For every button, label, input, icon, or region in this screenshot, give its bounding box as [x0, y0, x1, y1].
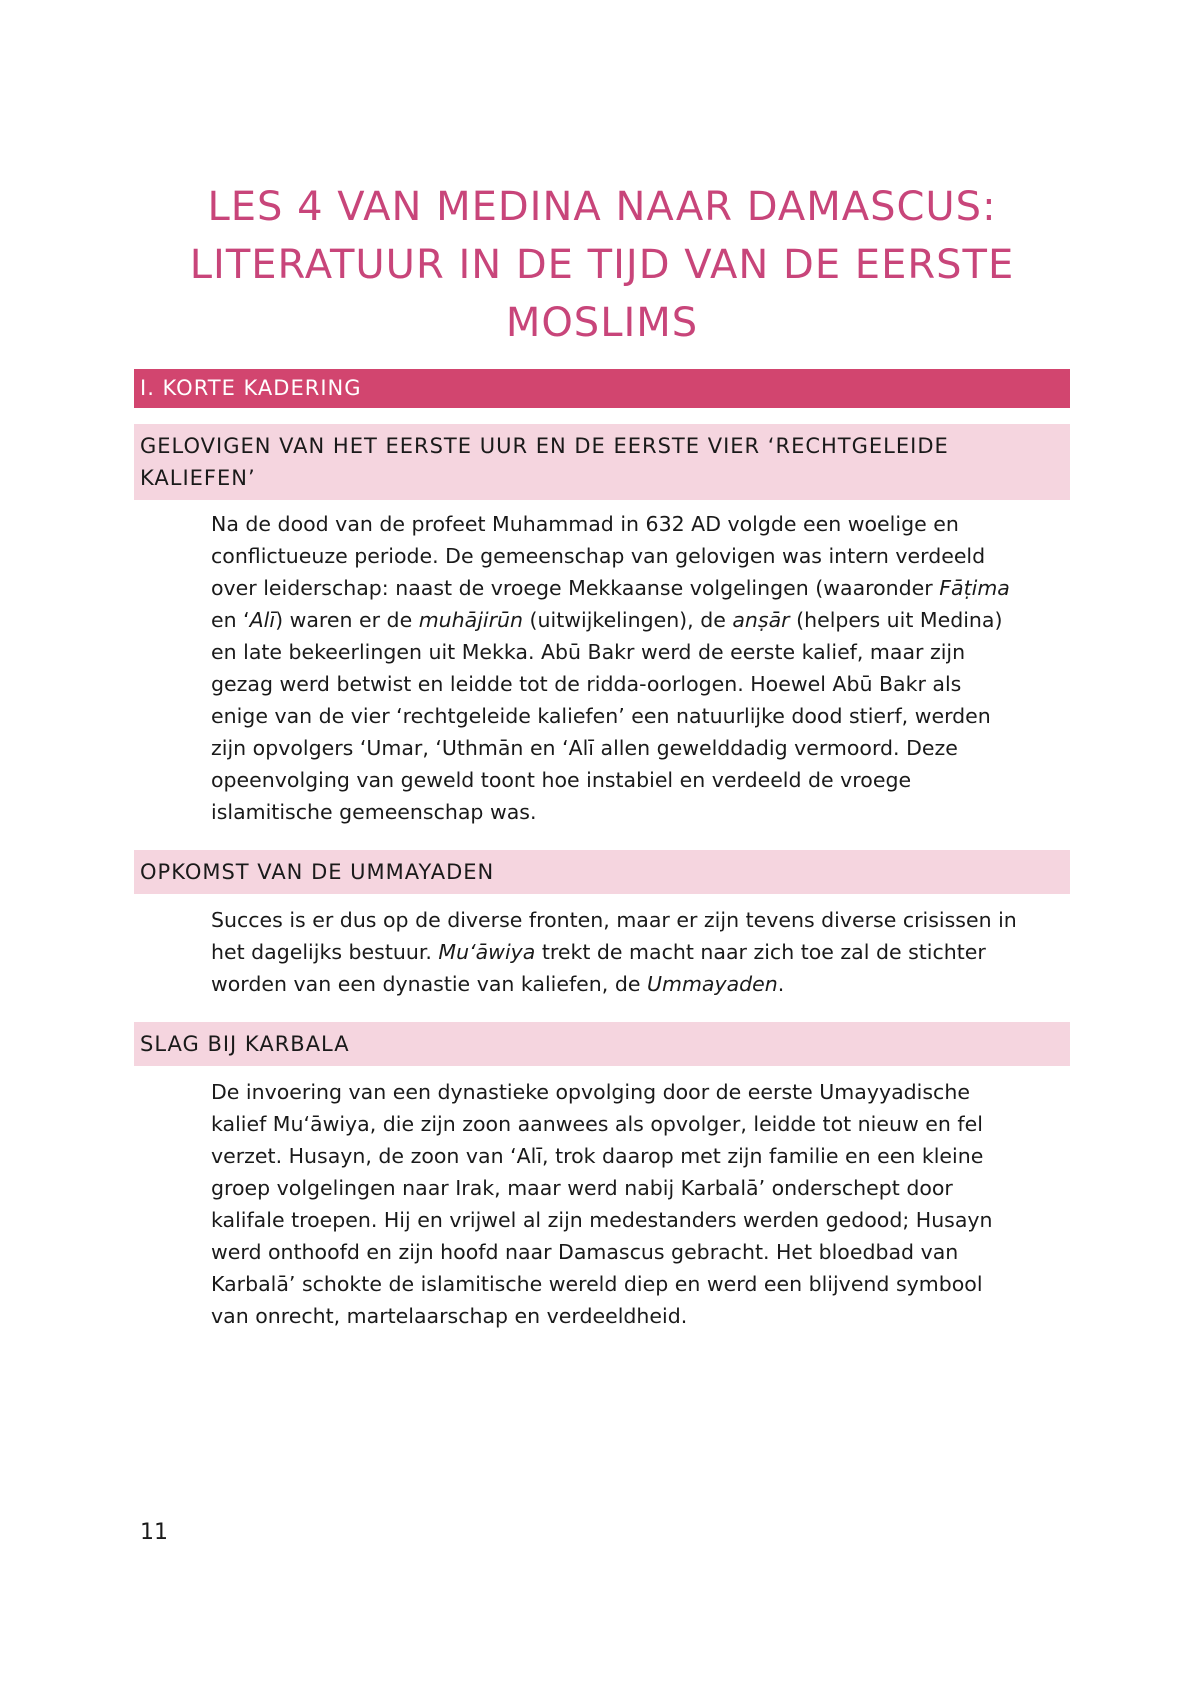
title-line-3: MOSLIMS [505, 300, 699, 346]
text-line [211, 936, 1071, 968]
text-line: zijn opvolgers ‘Umar, ‘Uthmān en ‘Alī allen gewelddadig vermoord. Deze [211, 736, 958, 760]
text-line: De invoering van een dynastieke opvolging door de eerste Umayyadische [211, 1080, 970, 1104]
subsection-heading-line-2: KALIEFEN’ [140, 466, 256, 490]
subsection-heading-line-1: GELOVIGEN VAN HET EERSTE UUR EN DE EERSTE VIER ‘RECHTGELEIDE [140, 434, 949, 458]
text-line: opeenvolging van geweld toont hoe instabiel en verdeeld de vroege [211, 768, 912, 792]
text-line: kalief Mu‘āwiya, die zijn zoon aanwees als opvolger, leidde tot nieuw en fel [211, 1112, 983, 1136]
subsection-heading-ummayaden [134, 850, 1070, 894]
text-line [211, 968, 1071, 1000]
paragraph-gelovigen [211, 508, 1071, 828]
italic-term: anṣār [732, 608, 790, 632]
italic-term: Fāṭima [939, 576, 1010, 600]
text-line: van onrecht, martelaarschap en verdeeldheid. [211, 1304, 688, 1328]
title-line-1: LES 4 VAN MEDINA NAAR DAMASCUS: [207, 184, 997, 230]
text-segment: over leiderschap: naast de vroege Mekkaanse volgelingen (waaronder [211, 576, 940, 600]
text-line: conflictueuze periode. De gemeenschap van gelovigen was intern verdeeld [211, 544, 986, 568]
subsection-heading-text: SLAG BIJ KARBALA [140, 1032, 350, 1056]
text-line: verzet. Husayn, de zoon van ‘Alī, trok daarop met zijn familie en een kleine [211, 1144, 984, 1168]
text-segment: worden van een dynastie van kaliefen, de [211, 972, 647, 996]
text-line: en late bekeerlingen uit Mekka. Abū Bakr werd de eerste kalief, maar zijn [211, 640, 966, 664]
subsection-heading-text: OPKOMST VAN DE UMMAYADEN [140, 860, 495, 884]
text-segment: . [777, 972, 785, 996]
paragraph-karbala [211, 1076, 1071, 1332]
text-line: Succes is er dus op de diverse fronten, maar er zijn tevens diverse crisissen in [211, 908, 1017, 932]
italic-term: Alī [249, 608, 276, 632]
text-segment: trekt de macht naar zich toe zal de stichter [535, 940, 986, 964]
subsection-heading-gelovigen [134, 424, 1070, 500]
text-line: Karbalā’ schokte de islamitische wereld diep en werd een blijvend symbool [211, 1272, 983, 1296]
text-segment: ) waren er de [275, 608, 419, 632]
text-line [211, 572, 1071, 604]
text-line: Na de dood van de profeet Muhammad in 632 AD volgde een woelige en [211, 512, 959, 536]
page-number: 11 [140, 1520, 168, 1545]
text-line: werd onthoofd en zijn hoofd naar Damascus gebracht. Het bloedbad van [211, 1240, 959, 1264]
page-title [134, 178, 1070, 352]
text-line [211, 604, 1071, 636]
italic-term: Mu‘āwiya [438, 940, 536, 964]
italic-term: muhājirūn [418, 608, 524, 632]
title-line-2: LITERATUUR IN DE TIJD VAN DE EERSTE [189, 242, 1015, 288]
section-heading: I. KORTE KADERING [134, 369, 1070, 408]
text-line: groep volgelingen naar Irak, maar werd nabij Karbalā’ onderschept door [211, 1176, 953, 1200]
text-segment: het dagelijks bestuur. [211, 940, 439, 964]
text-line: gezag werd betwist en leidde tot de ridda-oorlogen. Hoewel Abū Bakr als [211, 672, 962, 696]
text-segment: (uitwijkelingen), de [523, 608, 733, 632]
italic-term: Ummayaden [646, 972, 778, 996]
text-line: kalifale troepen. Hij en vrijwel al zijn medestanders werden gedood; Husayn [211, 1208, 993, 1232]
text-line: islamitische gemeenschap was. [211, 800, 537, 824]
text-line: enige van de vier ‘rechtgeleide kaliefen’ een natuurlijke dood stierf, werden [211, 704, 991, 728]
text-segment: en ‘ [211, 608, 250, 632]
paragraph-ummayaden [211, 904, 1071, 1000]
subsection-heading-karbala [134, 1022, 1070, 1066]
text-segment: (helpers uit Medina) [789, 608, 1003, 632]
